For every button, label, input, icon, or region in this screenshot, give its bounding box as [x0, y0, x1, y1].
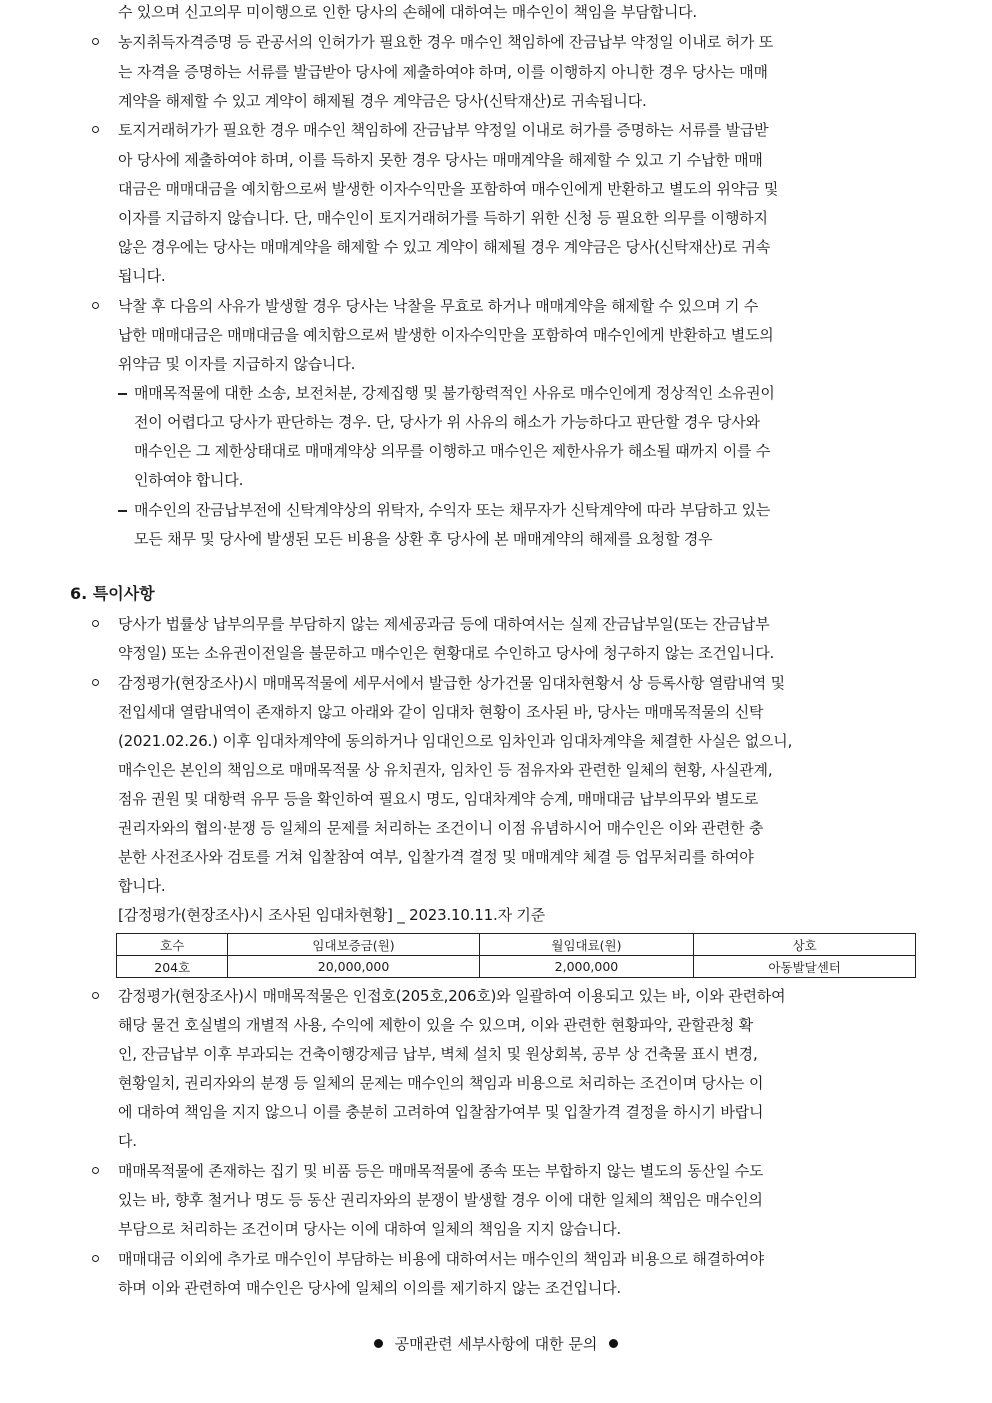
column-header: 호수: [117, 934, 228, 956]
paragraph-line: 낙찰 후 다음의 사유가 발생할 경우 당사는 낙찰을 무효로 하거나 매매계약을 해제할 수 있으며 기 수: [118, 297, 759, 315]
dash-bullet-icon: [118, 393, 127, 395]
paragraph-line: 매수인의 잔금납부전에 신탁계약상의 위탁자, 수익자 또는 채무자가 신탁계약에 따라 부담하고 있는: [134, 501, 771, 519]
table-cell: 2,000,000: [479, 956, 694, 978]
paragraph-line: 수 있으며 신고의무 미이행으로 인한 당사의 손해에 대하여는 매수인이 책임을 부담합니다.: [118, 3, 697, 21]
paragraph-line: 분한 사전조사와 검토를 거쳐 입찰참여 여부, 입찰가격 결정 및 매매계약 체결 등 업무처리를 하여야: [118, 848, 754, 866]
circle-bullet-icon: [92, 620, 99, 627]
paragraph-line: 는 자격을 증명하는 서류를 발급받아 당사에 제출하여야 하며, 이를 이행하지 아니한 경우 당사는 매매: [118, 63, 768, 81]
paragraph-line: 아 당사에 제출하여야 하며, 이를 득하지 못한 경우 당사는 매매계약을 해제할 수 있고 기 수납한 매매: [118, 151, 763, 169]
paragraph-line: 매수인은 그 제한상태대로 매매계약상 의무를 이행하고 매수인은 제한사유가 해소될 때까지 이를 수: [134, 442, 771, 460]
table-caption: [감정평가(현장조사)시 조사된 임대차현황] _ 2023.10.11.자 기준: [118, 906, 546, 924]
paragraph-line: 농지취득자격증명 등 관공서의 인허가가 필요한 경우 매수인 책임하에 잔금납부 약정일 이내로 허가 또: [118, 33, 774, 51]
circle-bullet-icon: [92, 1167, 99, 1174]
paragraph-line: 다.: [118, 1132, 137, 1150]
dash-bullet-icon: [118, 510, 127, 512]
column-header: 상호: [694, 934, 916, 956]
paragraph-line: 않은 경우에는 당사는 매매계약을 해제할 수 있고 계약이 해제될 경우 계약금은 당사(신탁재산)로 귀속: [118, 238, 771, 256]
paragraph-line: 됩니다.: [118, 267, 166, 285]
table-header-row: [117, 934, 916, 956]
paragraph-line: 당사가 법률상 납부의무를 부담하지 않는 제세공과금 등에 대하여서는 실제 잔금납부일(또는 잔금납부: [118, 615, 770, 633]
paragraph-line: 대금은 매매대금을 예치함으로써 발생한 이자수익만을 포함하여 매수인에게 반환하고 별도의 위약금 및: [118, 180, 779, 198]
paragraph-line: 해당 물건 호실별의 개별적 사용, 수익에 제한이 있을 수 있으며, 이와 관련한 현황파악, 관할관청 확: [118, 1016, 753, 1034]
circle-bullet-icon: [92, 302, 99, 309]
paragraph-line: 전입세대 열람내역이 존재하지 않고 아래와 같이 임대차 현황이 조사된 바, 당사는 매매목적물의 신탁: [118, 703, 764, 721]
paragraph-line: 있는 바, 향후 철거나 명도 등 동산 권리자와의 분쟁이 발생할 경우 이에 대한 일체의 책임은 매수인의: [118, 1191, 763, 1209]
paragraph-line: 매매대금 이외에 추가로 매수인이 부담하는 비용에 대하여서는 매수인의 책임과 비용으로 해결하여야: [118, 1250, 764, 1268]
footer-text: 공매관련 세부사항에 대한 문의: [394, 1335, 598, 1353]
paragraph-line: 부담으로 처리하는 조건이며 당사는 이에 대하여 일체의 책임을 지지 않습니다.: [118, 1220, 621, 1238]
paragraph-line: 매매목적물에 대한 소송, 보전처분, 강제집행 및 불가항력적인 사유로 매수인에게 정상적인 소유권이: [134, 384, 775, 402]
paragraph-line: 감정평가(현장조사)시 매매목적물에 세무서에서 발급한 상가건물 임대차현황서 상 등록사항 열람내역 및: [118, 674, 785, 692]
black-dot-icon: [609, 1339, 618, 1348]
table-cell: 20,000,000: [228, 956, 479, 978]
table-cell: 204호: [117, 956, 228, 978]
section-heading: 6. 특이사항: [70, 584, 155, 603]
paragraph-line: 점유 권원 및 대항력 유무 등을 확인하여 필요시 명도, 임대차계약 승계, 매매대금 납부의무와 별도로: [118, 790, 759, 808]
paragraph-line: 토지거래허가가 필요한 경우 매수인 책임하에 잔금납부 약정일 이내로 허가를 증명하는 서류를 발급받: [118, 121, 769, 139]
paragraph-line: 감정평가(현장조사)시 매매목적물은 인접호(205호,206호)와 일괄하여 이용되고 있는 바, 이와 관련하여: [118, 987, 786, 1005]
lease-status-table: [116, 933, 916, 978]
circle-bullet-icon: [92, 38, 99, 45]
black-dot-icon: [374, 1339, 383, 1348]
paragraph-line: 하며 이와 관련하여 매수인은 당사에 일체의 이의를 제기하지 않는 조건입니다.: [118, 1279, 621, 1297]
paragraph-line: 매매목적물에 존재하는 집기 및 비품 등은 매매목적물에 종속 또는 부합하지 않는 별도의 동산일 수도: [118, 1162, 764, 1180]
paragraph-line: 인하여야 합니다.: [134, 471, 244, 489]
circle-bullet-icon: [92, 126, 99, 133]
paragraph-line: 권리자와의 협의·분쟁 등 일체의 문제를 처리하는 조건이니 이점 유념하시어 매수인은 이와 관련한 충: [118, 819, 764, 837]
paragraph-line: 합니다.: [118, 877, 166, 895]
paragraph-line: 위약금 및 이자를 지급하지 않습니다.: [118, 355, 356, 373]
paragraph-line: 이자를 지급하지 않습니다. 단, 매수인이 토지거래허가를 득하기 위한 신청 등 필요한 의무를 이행하지: [118, 209, 768, 227]
paragraph-line: 모든 채무 및 당사에 발생된 모든 비용을 상환 후 당사에 본 매매계약의 해제를 요청할 경우: [134, 530, 713, 548]
table-cell: 아동발달센터: [694, 956, 916, 978]
footer-inquiry: [0, 1333, 992, 1355]
table-row: [117, 956, 916, 978]
paragraph-line: (2021.02.26.) 이후 임대차계약에 동의하거나 임대인으로 임차인과 임대차계약을 체결한 사실은 없으니,: [118, 732, 793, 750]
paragraph-line: 전이 어렵다고 당사가 판단하는 경우. 단, 당사가 위 사유의 해소가 가능하다고 판단할 경우 당사와: [134, 413, 760, 431]
circle-bullet-icon: [92, 992, 99, 999]
column-header: 월임대료(원): [479, 934, 694, 956]
paragraph-line: 현황일치, 권리자와의 분쟁 등 일체의 문제는 매수인의 책임과 비용으로 처리하는 조건이며 당사는 이: [118, 1074, 764, 1092]
column-header: 임대보증금(원): [228, 934, 479, 956]
circle-bullet-icon: [92, 679, 99, 686]
paragraph-line: 인, 잔금납부 이후 부과되는 건축이행강제금 납부, 벽체 설치 및 원상회복, 공부 상 건축물 표시 변경,: [118, 1045, 758, 1063]
paragraph-line: 계약을 해제할 수 있고 계약이 해제될 경우 계약금은 당사(신탁재산)로 귀속됩니다.: [118, 92, 647, 110]
paragraph-line: 약정일) 또는 소유권이전일을 불문하고 매수인은 현황대로 수인하고 당사에 청구하지 않는 조건입니다.: [118, 644, 775, 662]
paragraph-line: 에 대하여 책임을 지지 않으니 이를 충분히 고려하여 입찰참가여부 및 입찰가격 결정을 하시기 바랍니: [118, 1103, 764, 1121]
circle-bullet-icon: [92, 1255, 99, 1262]
paragraph-line: 납한 매매대금은 매매대금을 예치함으로써 발생한 이자수익만을 포함하여 매수인에게 반환하고 별도의: [118, 326, 774, 344]
paragraph-line: 매수인은 본인의 책임으로 매매목적물 상 유치권자, 임차인 등 점유자와 관련한 일체의 현황, 사실관계,: [118, 761, 773, 779]
